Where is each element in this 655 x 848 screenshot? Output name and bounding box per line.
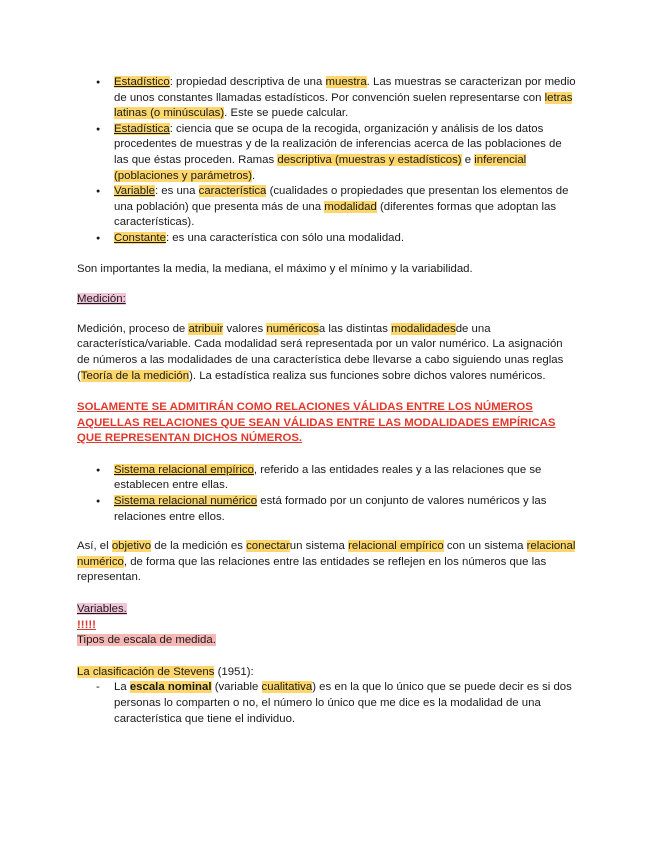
text-span: ). La estadística realiza sus funciones sobre dichos valores numéricos.: [189, 369, 546, 382]
text-span: (diferentes formas que adoptan las características).: [114, 200, 557, 229]
text-span: ) es en la que lo único que se puede decir es si dos personas lo comparten o no, el número lo único que me dice es la modalidad de una característica que tiene el individuo.: [114, 681, 572, 725]
text-span: (1951):: [217, 665, 254, 678]
highlight: muestra: [325, 76, 367, 88]
scale-list: [77, 680, 577, 727]
highlight: atribuir: [188, 322, 224, 335]
exclamation-marks: [77, 618, 577, 634]
text-span: de la medición es: [154, 540, 243, 553]
document-content: [77, 75, 577, 727]
highlight: La clasificación de Stevens: [77, 665, 215, 678]
text-span: , referido a las entidades reales y a las relaciones que se establecen entre ellas.: [114, 463, 542, 492]
section-heading: [77, 633, 577, 649]
paragraph: Son importantes la media, la mediana, el máximo y el mínimo y la variabilidad.: [77, 262, 473, 275]
term-highlight: Constante: [114, 231, 166, 244]
text-span: : es una: [154, 185, 196, 198]
text-span: con un sistema: [446, 540, 524, 553]
list-item: [77, 463, 577, 494]
text-span: La: [114, 681, 127, 694]
highlight: descriptiva (muestras y estadísticos): [277, 153, 462, 166]
section-heading: [77, 292, 577, 308]
term-highlight: Estadístico: [114, 76, 170, 88]
text-span: está formado por un conjunto de valores numéricos y las relaciones entre ellos.: [114, 495, 547, 523]
text-span: valores: [226, 322, 264, 335]
highlight: inferencial (poblaciones y parámetros): [114, 153, 527, 182]
list-item: [77, 122, 577, 184]
text-span: , de forma que las relaciones entre las entidades se reflejen en los números que las representan.: [77, 555, 547, 584]
text-span: : ciencia que se ocupa de la recogida, organización y análisis de los datos procedentes de muestras y de la realización de inferencias acerca de las poblaciones de las que éstas proceden. Ramas: [114, 122, 562, 166]
heading-highlight: Medición:: [77, 293, 126, 306]
highlight: relacional empírico: [348, 540, 444, 553]
text-span: un sistema: [289, 540, 345, 553]
list-item: [77, 680, 577, 727]
highlight: objetivo: [111, 540, 152, 553]
section-heading: [77, 602, 577, 618]
text-span: .: [252, 169, 256, 182]
highlight: conectar: [246, 540, 290, 553]
list-item: [77, 184, 577, 231]
highlight: letras latinas (o minúsculas): [114, 91, 573, 120]
text-span: : es una característica con sólo una modalidad.: [165, 231, 405, 244]
heading-highlight: Tipos de escala de medida.: [77, 634, 216, 647]
highlight: relacional numérico: [77, 540, 576, 568]
text-span: (variable: [214, 681, 259, 694]
highlight: numéricos: [266, 322, 319, 335]
definitions-list: [77, 75, 577, 247]
text-span: Así, el: [77, 540, 109, 553]
text-span: e: [464, 153, 472, 166]
text-span: (cualidades o propiedades que presentan los elementos de una población) que presenta más de una: [114, 185, 569, 213]
term-highlight: Sistema relacional empírico: [114, 463, 254, 476]
text-span: . Las muestras se caracterizan por medio de unos constantes llamadas estadísticos. Por convención suelen representarse con: [114, 76, 576, 104]
paragraph: [77, 322, 577, 384]
list-item: [77, 494, 577, 525]
text-span: Medición, proceso de: [77, 322, 186, 335]
heading-highlight: Variables.: [77, 603, 127, 616]
term-highlight: Estadística: [114, 122, 170, 135]
highlight: escala nominal: [129, 681, 212, 694]
list-item: [77, 231, 577, 247]
text-span: a las distintas: [318, 322, 388, 335]
highlight: modalidades: [391, 322, 456, 335]
stevens-heading: [77, 665, 577, 681]
paragraph: [77, 539, 577, 586]
highlight: Teoría de la medición: [80, 369, 190, 382]
text-span: de una característica/variable. Cada modalidad será representada por un valor numérico. La asignación de números a las modalidades de una característica debe llevarse a cabo siguiendo unas reglas (: [77, 322, 564, 382]
text-span: : propiedad descriptiva de una: [169, 76, 323, 88]
term-highlight: Sistema relacional numérico: [114, 495, 258, 508]
highlight: modalidad: [324, 200, 377, 213]
text-span: !!!!!: [77, 618, 96, 631]
sistema-list: [77, 463, 577, 525]
highlight: característica: [198, 185, 267, 198]
list-item: [77, 75, 577, 122]
highlight: cualitativa: [261, 681, 313, 694]
text-span: . Este se puede calcular.: [224, 107, 349, 120]
warning-text: SOLAMENTE SE ADMITIRÁN COMO RELACIONES VÁLIDAS ENTRE LOS NÚMEROS AQUELLAS RELACIONES QUE SEAN VÁLIDAS ENTRE LAS MODALIDADES EMPÍRICAS QUE REPRESENTAN DICHOS NÚMEROS.: [77, 401, 556, 445]
term-highlight: Variable: [114, 185, 155, 198]
